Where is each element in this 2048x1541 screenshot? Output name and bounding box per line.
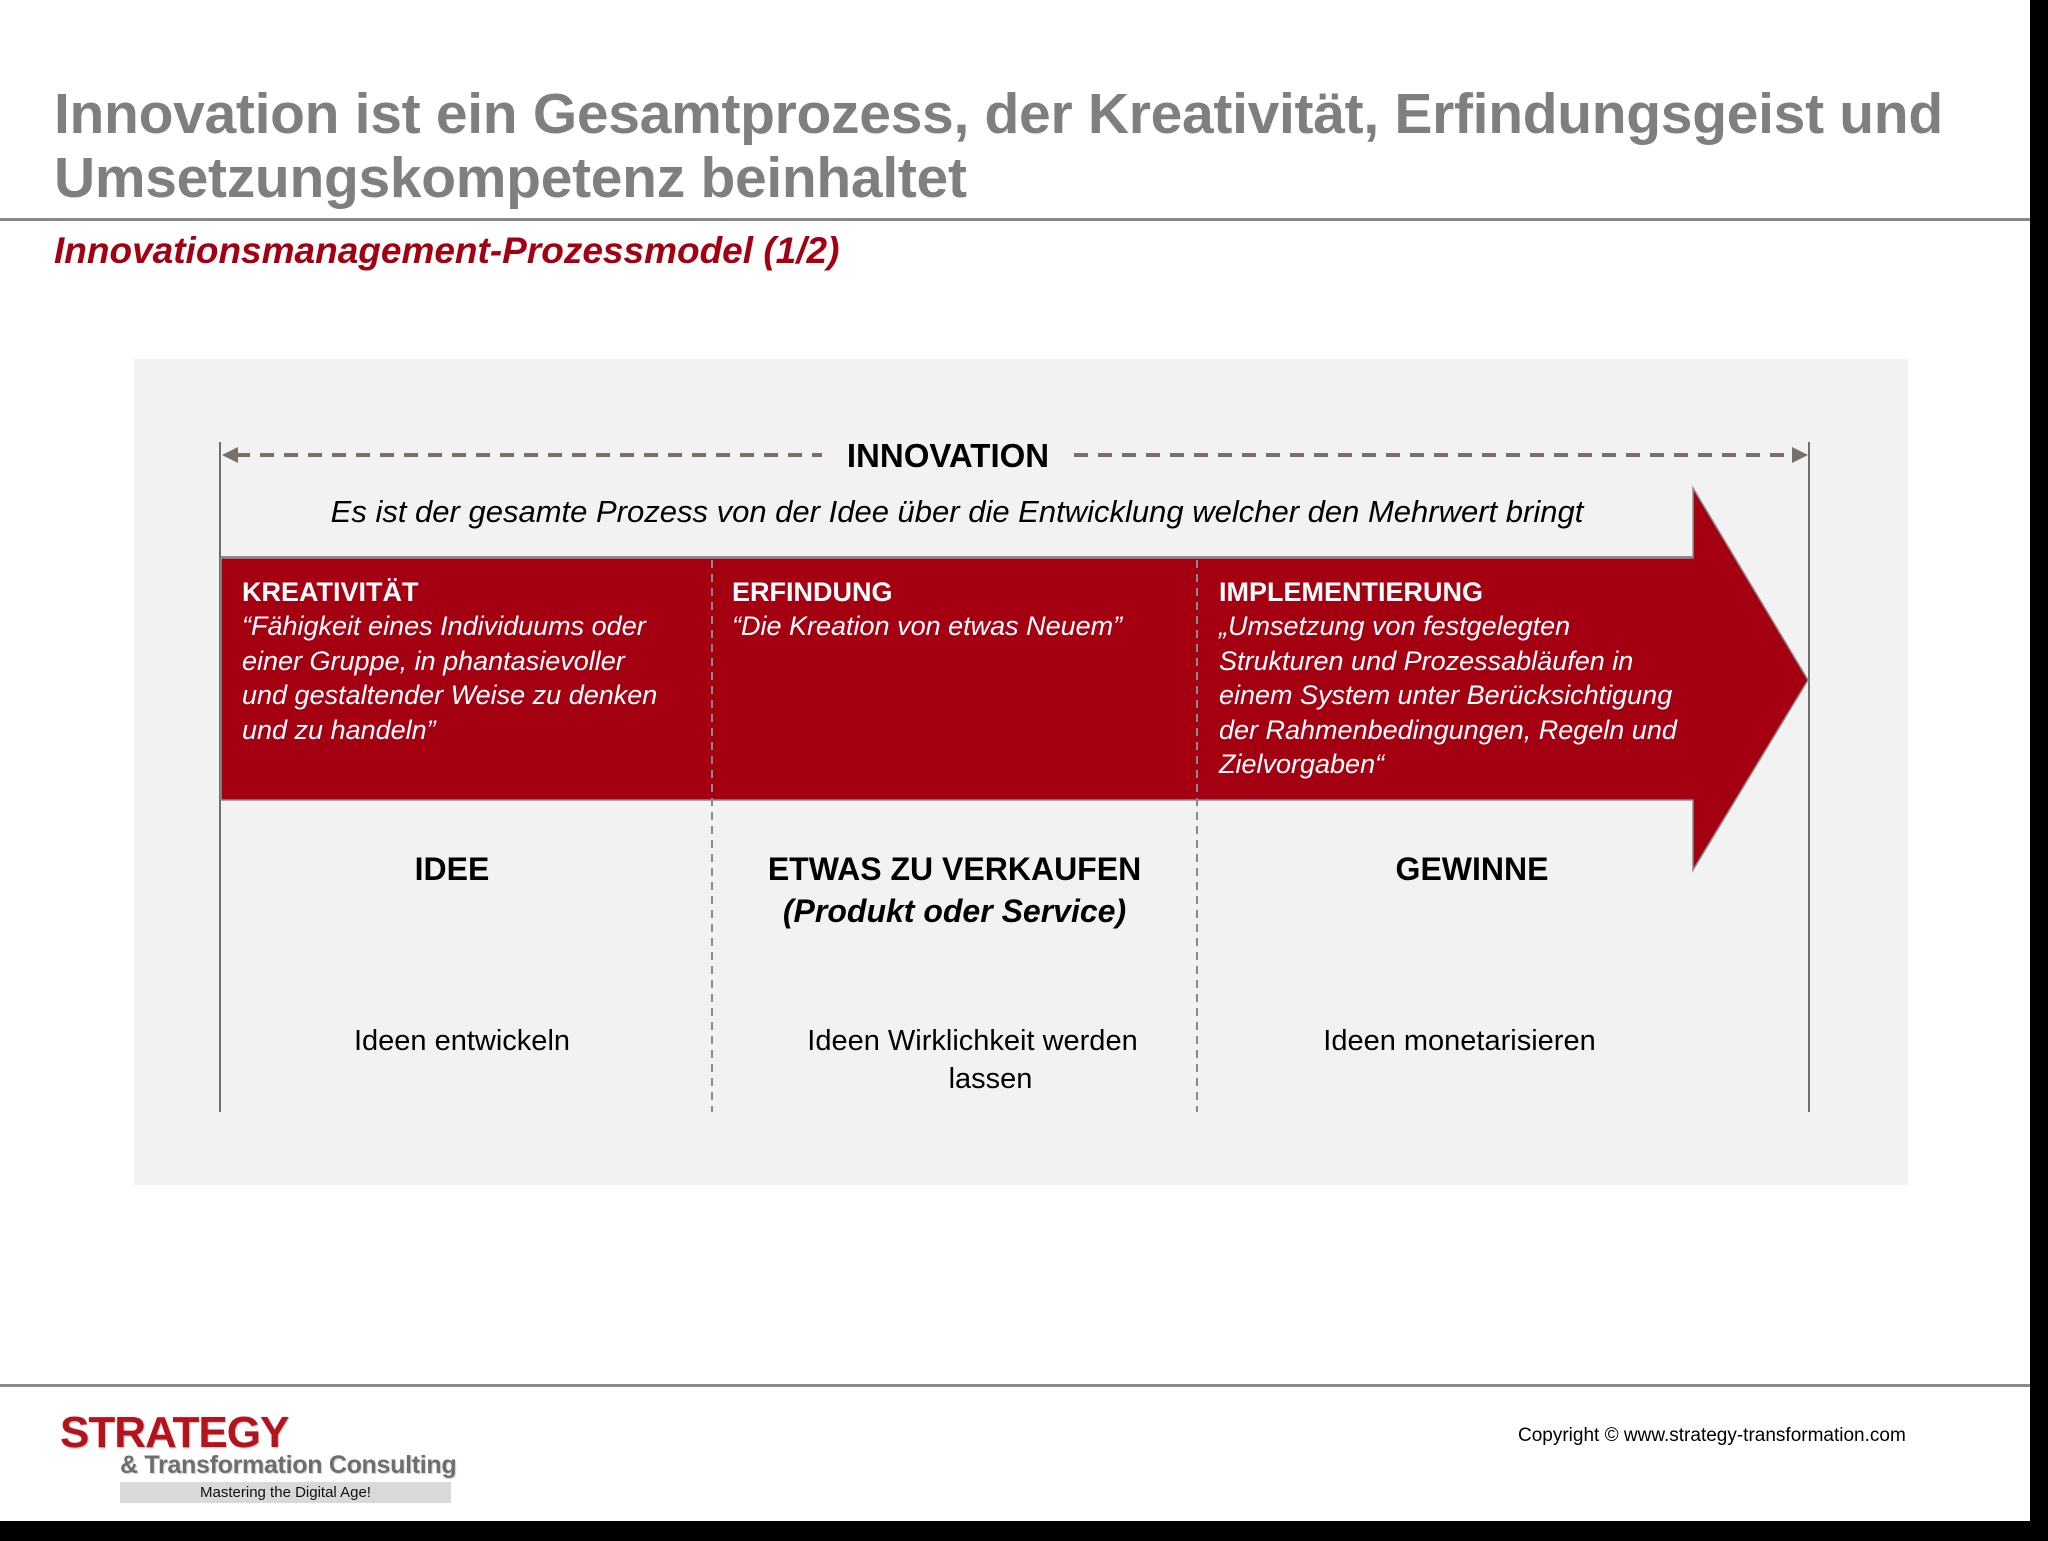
outcome-gewinne bbox=[1197, 848, 1747, 890]
slide-title-line-1: Innovation ist ein Gesamtprozess, der Kreativität, Erfindungsgeist und bbox=[54, 82, 1943, 146]
innovation-span-label: INNOVATION bbox=[830, 434, 1066, 478]
title-divider bbox=[0, 218, 2030, 221]
phase-quote-line: Strukturen und Prozessabläufen in bbox=[1219, 645, 1634, 676]
activity-ideen-monetarisieren bbox=[1197, 1022, 1722, 1060]
slide-title bbox=[54, 82, 1994, 210]
phase-kreativitaet bbox=[242, 575, 702, 747]
activity-line: Ideen entwickeln bbox=[353, 1025, 571, 1057]
phase-quote-line: “Fähigkeit eines Individuums oder bbox=[242, 611, 646, 641]
activity-line: Ideen monetarisieren bbox=[1323, 1025, 1596, 1057]
slide-subtitle: Innovationsmanagement-Prozessmodel (1/2) bbox=[54, 230, 840, 271]
logo-tagline: Mastering the Digital Age! bbox=[120, 1482, 451, 1503]
outcome-title: IDEE bbox=[414, 851, 490, 887]
activity-ideen-wirklichkeit bbox=[730, 1022, 1215, 1098]
phase-quote-line: „Umsetzung von festgelegten bbox=[1219, 611, 1571, 641]
company-logo bbox=[60, 1408, 460, 1504]
activity-line: lassen bbox=[948, 1063, 1033, 1095]
outcome-idee bbox=[222, 848, 682, 890]
logo-subline: & Transformation Consulting bbox=[120, 1451, 457, 1479]
activity-line: Ideen Wirklichkeit werden bbox=[807, 1025, 1138, 1057]
phase-quote-line: einer Gruppe, in phantasievoller bbox=[242, 645, 625, 676]
logo-wordmark: STRATEGY bbox=[60, 1408, 289, 1457]
phase-title: IMPLEMENTIERUNG bbox=[1219, 577, 1484, 607]
phase-quote-line: und gestaltender Weise zu denken bbox=[242, 680, 658, 710]
footer-divider bbox=[0, 1384, 2030, 1387]
phase-implementierung bbox=[1219, 575, 1699, 782]
phase-erfindung bbox=[732, 575, 1192, 644]
phase-quote-line: der Rahmenbedingungen, Regeln und bbox=[1219, 714, 1677, 745]
outcome-title: GEWINNE bbox=[1395, 851, 1549, 887]
activity-ideen-entwickeln bbox=[232, 1022, 692, 1060]
phase-quote-line: einem System unter Berücksichtigung bbox=[1219, 680, 1673, 710]
outcome-title: ETWAS ZU VERKAUFEN bbox=[767, 851, 1142, 887]
phase-quote-line: “Die Kreation von etwas Neuem” bbox=[732, 611, 1123, 641]
innovation-banner-text: Es ist der gesamte Prozess von der Idee über die Entwicklung welcher den Mehrwert bringt bbox=[330, 494, 1584, 529]
phase-title: ERFINDUNG bbox=[732, 577, 893, 607]
outcome-subtitle: (Produkt oder Service) bbox=[782, 893, 1127, 929]
phase-quote-line: Zielvorgaben“ bbox=[1219, 749, 1385, 779]
phase-title: KREATIVITÄT bbox=[242, 577, 419, 607]
outcome-etwas-zu-verkaufen bbox=[712, 848, 1197, 932]
copyright-notice: Copyright © www.strategy-transformation.com bbox=[1518, 1425, 1906, 1446]
phase-quote-line: und zu handeln” bbox=[242, 714, 436, 745]
slide-title-line-2: Umsetzungskompetenz beinhaltet bbox=[54, 146, 967, 210]
